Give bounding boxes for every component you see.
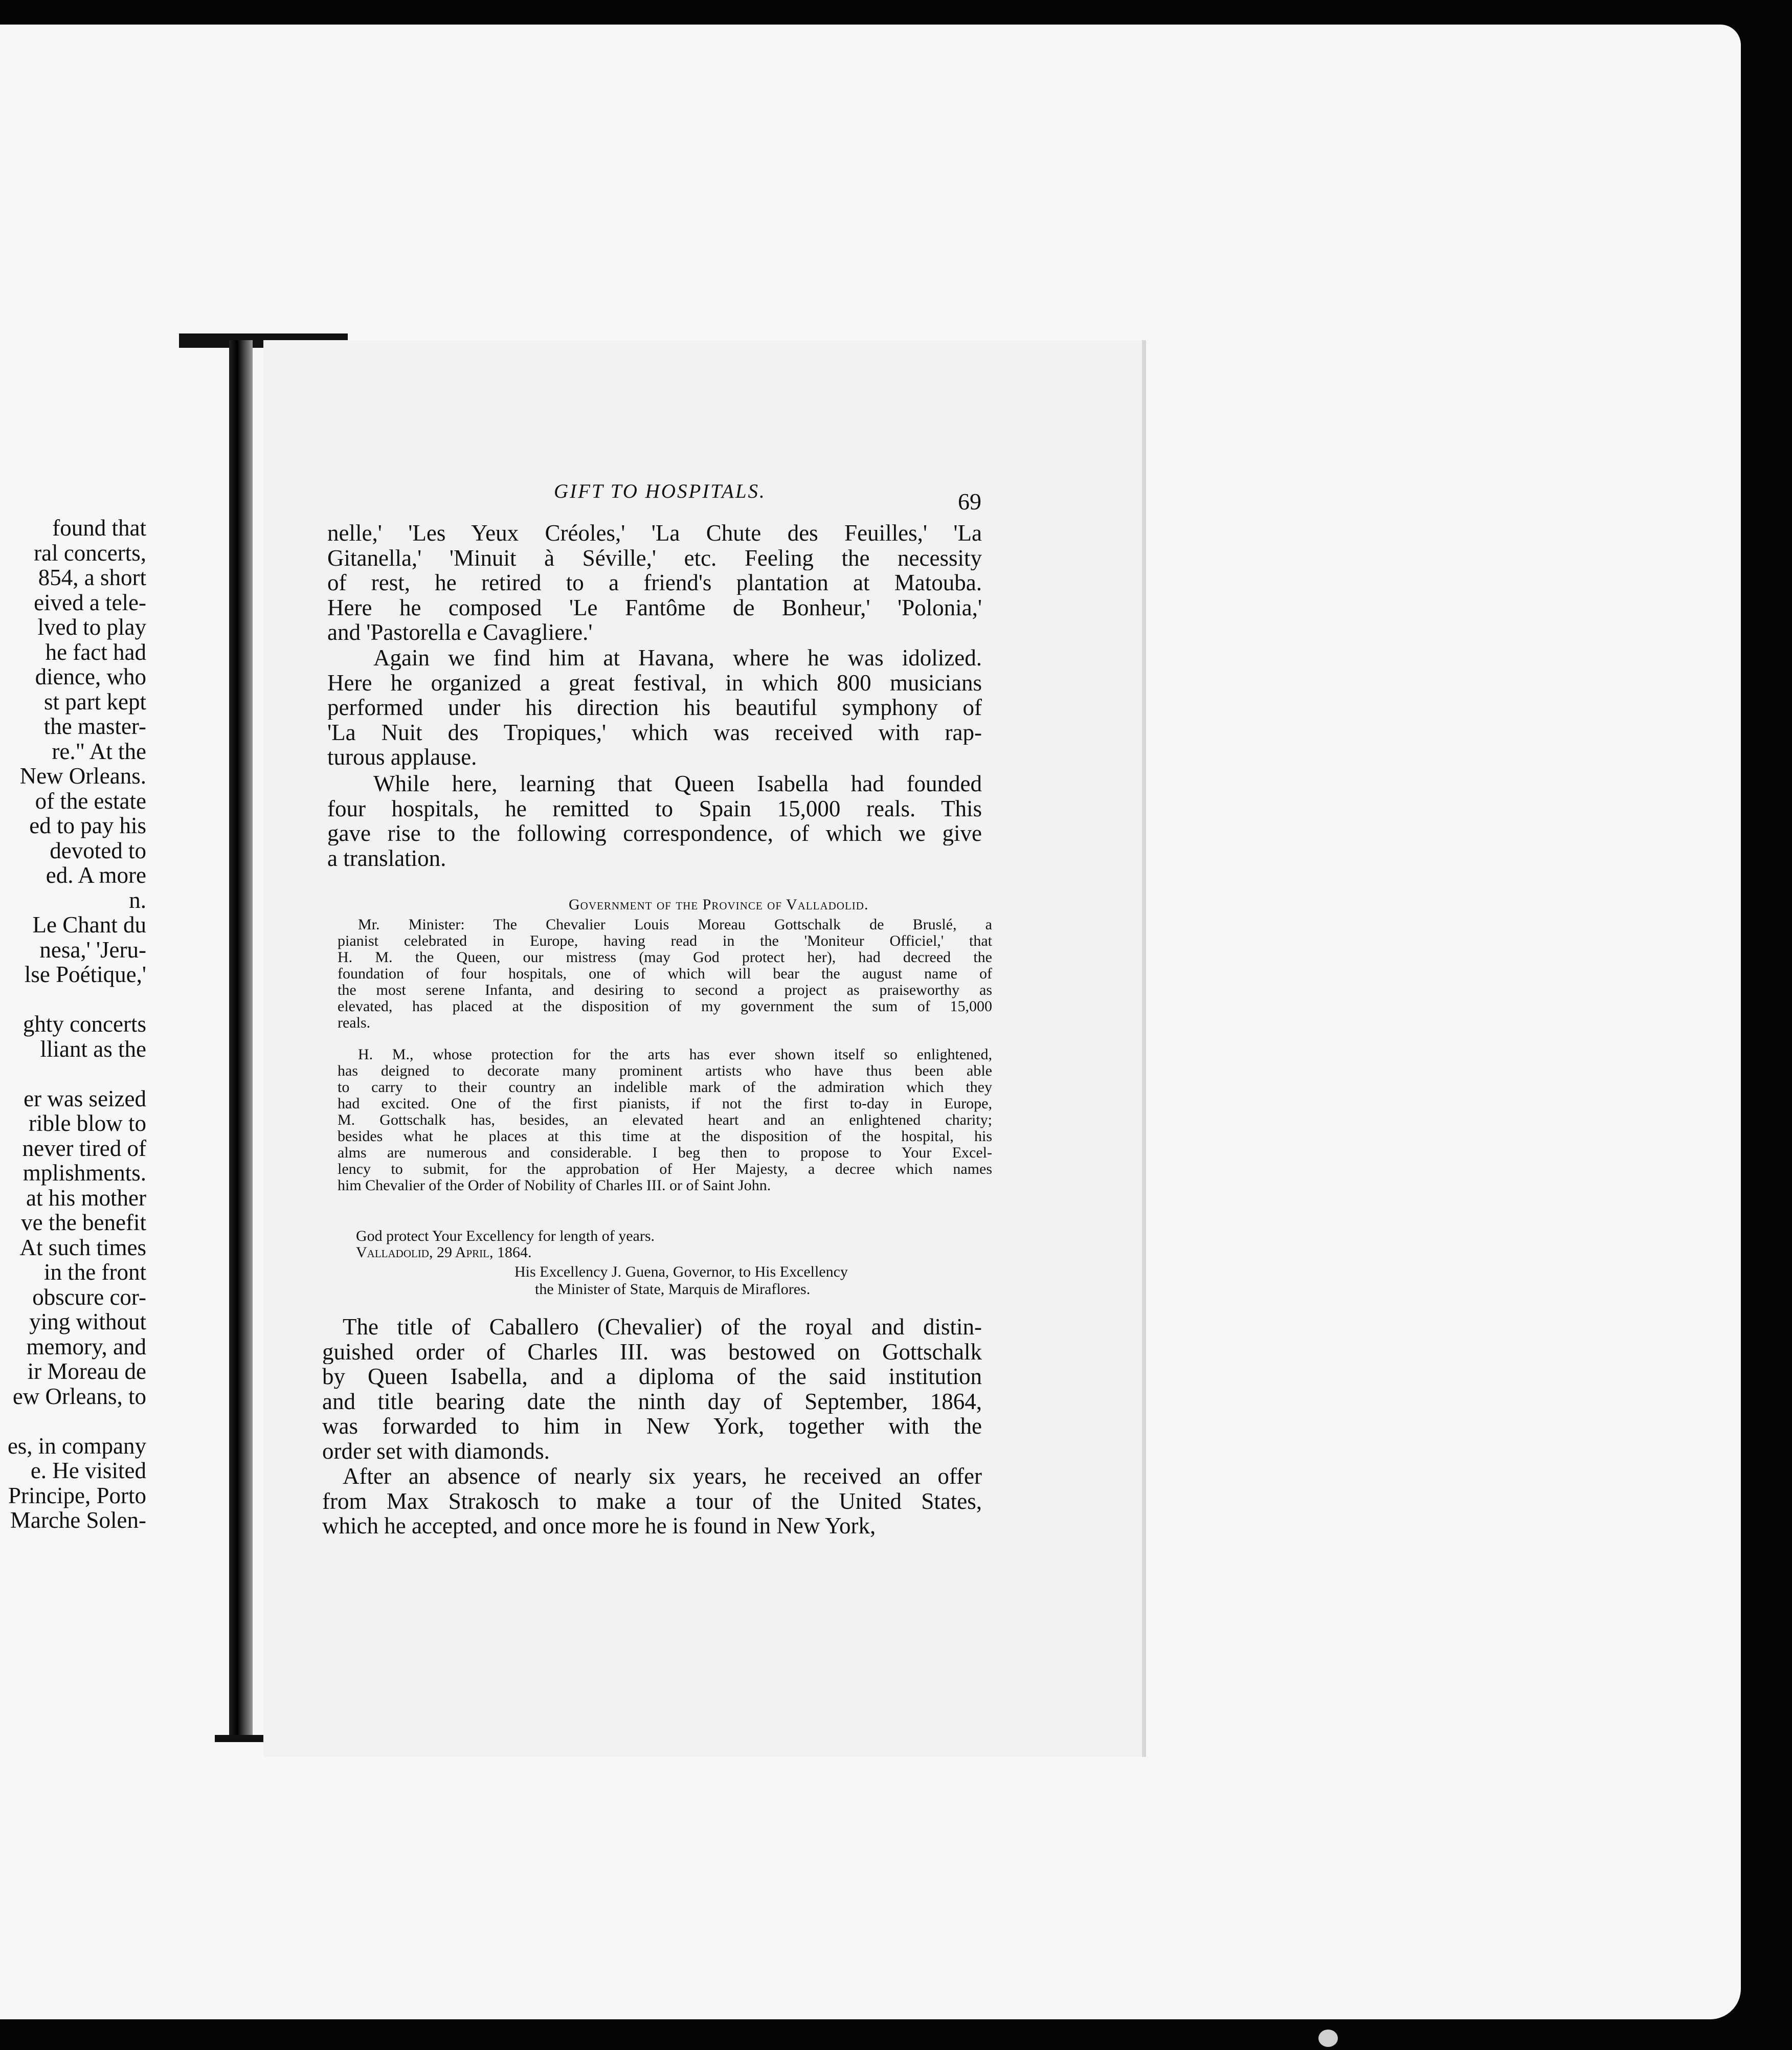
para2-line: turous applause.	[327, 745, 477, 769]
para2-line: Here he organized a great festival, in which 800 musicians	[327, 670, 982, 695]
letter-p2-line: H. M., whose protection for the arts has ever shown itself so enlightened,	[358, 1046, 992, 1063]
letter-p2-line: M. Gottschalk has, besides, an elevated heart and an enlightened charity;	[338, 1112, 992, 1128]
para4-line: by Queen Isabella, and a diploma of the said institution	[322, 1364, 982, 1389]
facing-page-line: Le Chant du	[32, 912, 146, 938]
letter-p1-line: reals.	[338, 1015, 371, 1031]
para4-line: The title of Caballero (Chevalier) of the royal and distin-	[343, 1314, 982, 1339]
para1-line: Here he composed 'Le Fantôme de Bonheur,' 'Polonia,'	[327, 595, 982, 620]
facing-page-line: re." At the	[52, 738, 146, 764]
para4-line: and title bearing date the ninth day of September, 1864,	[322, 1389, 982, 1414]
facing-page-line: found that	[52, 516, 146, 541]
sprocket-hole	[1318, 2030, 1338, 2047]
facing-page-line: New Orleans.	[19, 763, 146, 789]
facing-page-line: devoted to	[50, 837, 146, 863]
facing-page-line: memory, and	[26, 1333, 146, 1360]
facing-page-line: 854, a short	[38, 565, 146, 590]
letter-p1-line: pianist celebrated in Europe, having read in the 'Moniteur Officiel,' that	[338, 933, 992, 949]
letter-p1-line: foundation of four hospitals, one of which will bear the august name of	[338, 966, 992, 982]
letter-p1-line: the most serene Infanta, and desiring to second a project as praiseworthy as	[338, 982, 992, 998]
letter-p2-line: to carry to their country an indelible mark of the admiration which they	[338, 1079, 992, 1096]
facing-page-line: obscure cor-	[32, 1284, 146, 1310]
facing-page-line: ral concerts,	[34, 540, 146, 566]
facing-page-line: eived a tele-	[34, 589, 146, 615]
letter-p1-line: H. M. the Queen, our mistress (may God protect her), had decreed the	[338, 949, 992, 966]
facing-page-line: Marche Solen-	[10, 1507, 146, 1533]
facing-page-line: mplishments.	[23, 1160, 146, 1186]
letter-signature-line-1: His Excellency J. Guena, Governor, to His Excellency	[514, 1263, 848, 1280]
facing-page-line: Principe, Porto	[8, 1482, 146, 1508]
para1-line: of rest, he retired to a friend's plantation at Matouba.	[327, 570, 982, 595]
para3-line: gave rise to the following correspondence, of which we give	[327, 821, 982, 845]
facing-page-line: at his mother	[26, 1185, 146, 1211]
facing-page-line: es, in company	[7, 1433, 146, 1459]
facing-page-line: n.	[129, 887, 146, 913]
facing-page-line: ve the benefit	[21, 1210, 146, 1235]
para5-line: After an absence of nearly six years, he received an offer	[343, 1464, 982, 1488]
page-number: 69	[958, 488, 981, 515]
letter-date: Valladolid, 29 April, 1864.	[356, 1244, 532, 1261]
para5-line: which he accepted, and once more he is found in New York,	[322, 1513, 876, 1538]
facing-page-line: At such times	[19, 1234, 146, 1260]
letter-p2-line: besides what he places at this time at the disposition of the hospital, his	[338, 1128, 992, 1145]
letter-p1-line: elevated, has placed at the disposition of my government the sum of 15,000	[338, 998, 992, 1015]
para4-line: guished order of Charles III. was bestowed on Gottschalk	[322, 1339, 982, 1364]
facing-page-line: ed to pay his	[29, 813, 146, 838]
letter-p1-line: Mr. Minister: The Chevalier Louis Moreau Gottschalk de Bruslé, a	[358, 917, 992, 933]
letter-p2-line: has deigned to decorate many prominent artists who have thus been able	[338, 1063, 992, 1079]
facing-page-line: lved to play	[37, 614, 146, 640]
letter-signature-line-2: the Minister of State, Marquis de Miraflores.	[535, 1281, 811, 1298]
binding-gutter	[229, 340, 253, 1739]
facing-page-line: the master-	[43, 714, 146, 739]
para1-line: Gitanella,' 'Minuit à Séville,' etc. Feeling the necessity	[327, 545, 982, 570]
para2-line: Again we find him at Havana, where he was idolized.	[373, 645, 982, 670]
letter-p2-line: lency to submit, for the approbation of Her Majesty, a decree which names	[338, 1161, 992, 1177]
para3-line: a translation.	[327, 845, 446, 871]
facing-page-line: he fact had	[45, 639, 146, 665]
facing-page-line: lse Poétique,'	[24, 962, 146, 987]
para4-line: order set with diamonds.	[322, 1438, 550, 1463]
facing-page-line: st part kept	[44, 688, 146, 715]
facing-page-line: nesa,' 'Jeru-	[39, 937, 146, 963]
facing-page-line: ew Orleans, to	[12, 1383, 146, 1409]
para2-line: 'La Nuit des Tropiques,' which was received with rap-	[327, 720, 982, 745]
film-edge	[1741, 0, 1792, 2050]
letter-p2-line: alms are numerous and considerable. I beg then to propose to Your Excel-	[338, 1145, 992, 1161]
facing-page-line: never tired of	[22, 1135, 146, 1161]
para5-line: from Max Strakosch to make a tour of the United States,	[322, 1488, 982, 1513]
facing-page-line: lliant as the	[40, 1036, 146, 1062]
facing-page-line: ed. A more	[46, 862, 146, 888]
facing-page-line: of the estate	[35, 788, 146, 814]
facing-page-line: dience, who	[35, 664, 146, 689]
para2-line: performed under his direction his beautiful symphony of	[327, 695, 982, 720]
facing-page-line: ghty concerts	[23, 1011, 146, 1037]
para1-line: nelle,' 'Les Yeux Créoles,' 'La Chute des Feuilles,' 'La	[327, 521, 982, 545]
letter-p2-line: had excited. One of the first pianists, if not the first to-day in Europe,	[338, 1096, 992, 1112]
letter-closing: God protect Your Excellency for length of years.	[356, 1228, 655, 1244]
para3-line: four hospitals, he remitted to Spain 15,000 reals. This	[327, 796, 982, 821]
letter-p2-line: him Chevalier of the Order of Nobility of Charles III. or of Saint John.	[338, 1177, 771, 1194]
facing-page-fragment	[0, 516, 149, 1590]
facing-page-line: er was seized	[24, 1085, 146, 1111]
para4-line: was forwarded to him in New York, together with the	[322, 1414, 982, 1438]
letter-heading: Government of the Province of Valladolid.	[569, 896, 869, 913]
facing-page-line: in the front	[44, 1259, 146, 1285]
para1-line: and 'Pastorella e Cavagliere.'	[327, 620, 593, 644]
facing-page-line: ying without	[29, 1309, 146, 1334]
facing-page-line: e. He visited	[30, 1458, 146, 1483]
running-head: GIFT TO HOSPITALS.	[554, 480, 766, 502]
facing-page-line: rible blow to	[29, 1110, 146, 1136]
para3-line: While here, learning that Queen Isabella had founded	[373, 771, 982, 796]
facing-page-line: ir Moreau de	[27, 1358, 146, 1384]
